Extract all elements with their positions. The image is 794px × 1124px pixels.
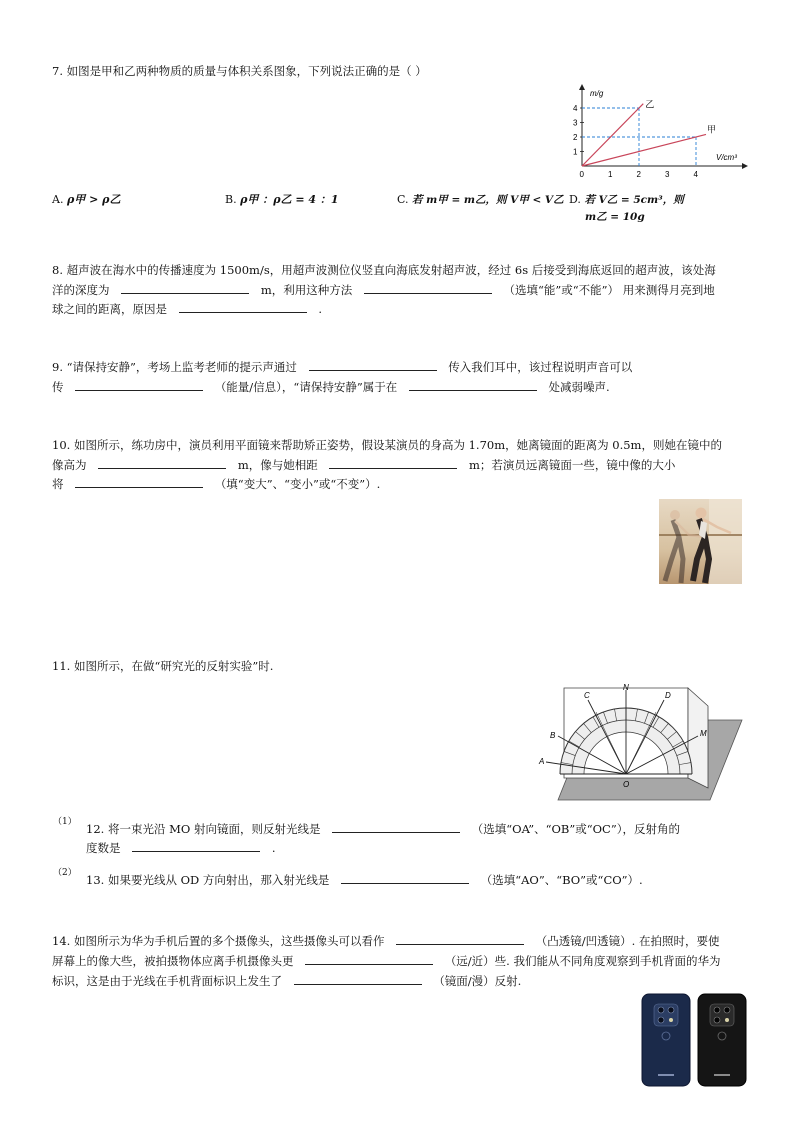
q14-line1 xyxy=(52,934,719,948)
x-tick-label: 3 xyxy=(665,170,670,179)
q7-option-d-text2: m乙 = 10g xyxy=(585,211,645,223)
q7-option-d[interactable] xyxy=(569,193,684,207)
q11-angle-blank[interactable] xyxy=(132,841,260,852)
q7-option-a-label: A. xyxy=(52,193,64,206)
x-tick-label: 4 xyxy=(693,170,698,179)
q14-line2 xyxy=(52,954,721,968)
q9-medium-blank[interactable] xyxy=(309,360,437,371)
q9-energy-blank[interactable] xyxy=(75,380,203,391)
q11-stem: 11. 如图所示，在做“研究光的反射实验”时. xyxy=(52,659,274,673)
q14-text: 屏幕上的像大些，被拍摄物体应离手机摄像头更 xyxy=(52,954,294,968)
q14-text: 标识，这是由于光线在手机背面标识上发生了 xyxy=(52,974,282,988)
q9-text: （能量/信息），“请保持安静”属于在 xyxy=(214,380,398,394)
q11-text: 度数是 xyxy=(86,841,121,855)
reflection-experiment-diagram xyxy=(538,682,746,802)
q10-text: m，像与她相距 xyxy=(237,458,318,472)
q7-option-b-text: ρ甲 ：ρ乙 = 4 ：1 xyxy=(240,193,339,206)
x-tick-label: 2 xyxy=(636,170,641,179)
q10-size-blank[interactable] xyxy=(75,477,203,488)
q11-reflected-ray-blank[interactable] xyxy=(332,822,460,833)
x-tick-label: 0 xyxy=(579,170,584,179)
q7-option-d-cont xyxy=(585,210,645,224)
q9-place-blank[interactable] xyxy=(409,380,537,391)
q11-sub1-line1 xyxy=(86,822,680,836)
q11-incident-ray-blank[interactable] xyxy=(341,873,469,884)
series-line-jia xyxy=(582,134,706,166)
series-line-yi xyxy=(582,104,643,166)
q8-line1: 8. 超声波在海水中的传播速度为 1500m/s，用超声波测位仪竖直向海底发射超声波，经过 6s 后接受到海底返回的超声波，该处海 xyxy=(52,263,716,277)
q10-image-height-blank[interactable] xyxy=(98,458,226,469)
y-axis-arrow xyxy=(579,84,585,90)
series-label: 乙 xyxy=(645,99,655,110)
q10-text: m；若演员远离镜面一些，镜中像的大小 xyxy=(469,458,676,472)
q9-text: 传入我们耳中，该过程说明声音可以 xyxy=(448,360,633,374)
q7-option-a-text: ρ甲 > ρ乙 xyxy=(66,193,121,206)
dancer-mirror-photo xyxy=(659,499,742,584)
q10-line1: 10. 如图所示，练功房中，演员利用平面镜来帮助矫正姿势，假设某演员的身高为 1.70m，她离镜面的距离为 0.5m，则她在镜中的 xyxy=(52,438,722,452)
q7-option-d-label: D. xyxy=(569,193,581,206)
q10-distance-blank[interactable] xyxy=(329,458,457,469)
diagram-label-o: O xyxy=(623,780,630,789)
q11-sub2-line xyxy=(86,873,643,887)
y-tick-label: 4 xyxy=(573,104,578,113)
q9-line2 xyxy=(52,380,610,394)
q7-option-c[interactable] xyxy=(397,193,564,207)
q14-reflection-blank[interactable] xyxy=(294,974,422,985)
q8-can-blank[interactable] xyxy=(364,283,492,294)
diagram-label-d: D xyxy=(665,691,671,700)
q8-line3 xyxy=(52,302,322,316)
q10-line2 xyxy=(52,458,675,472)
q11-text: 13. 如果要光线从 OD 方向射出，那入射光线是 xyxy=(86,873,330,887)
q14-distance-blank[interactable] xyxy=(305,954,433,965)
diagram-label-b: B xyxy=(550,731,556,740)
q9-text: 传 xyxy=(52,380,64,394)
q8-line2 xyxy=(52,283,715,297)
q9-text: 处减弱噪声. xyxy=(548,380,610,394)
q11-sub1-marker: （1） xyxy=(53,817,77,827)
y-tick-label: 2 xyxy=(573,133,578,142)
series-label: 甲 xyxy=(706,124,716,135)
q14-text: （镜面/漫）反射. xyxy=(433,974,522,988)
q7-stem: 7. 如图是甲和乙两种物质的质量与体积关系图象，下列说法正确的是（ ） xyxy=(52,64,427,78)
x-axis-arrow xyxy=(742,163,748,169)
q7-option-a[interactable] xyxy=(52,193,120,207)
q10-text: 将 xyxy=(52,477,64,491)
q8-reason-blank[interactable] xyxy=(179,302,307,313)
diagram-label-m: M xyxy=(700,729,707,738)
q14-text: （远/近）些. 我们能从不同角度观察到手机背面的华为 xyxy=(444,954,721,968)
q14-text: 14. 如图所示为华为手机后置的多个摄像头，这些摄像头可以看作 xyxy=(52,934,385,948)
q14-text: （凸透镜/凹透镜）. 在拍照时，要使 xyxy=(535,934,720,948)
q7-chart xyxy=(560,84,750,184)
q7-option-b[interactable] xyxy=(225,193,339,207)
q11-text: （选填“OA”、“OB”或“OC”），反射角的 xyxy=(471,822,680,836)
q11-sub1-line2 xyxy=(86,841,275,855)
phones-photo xyxy=(640,992,750,1088)
x-tick-label: 1 xyxy=(608,170,613,179)
q7-option-b-label: B. xyxy=(225,193,237,206)
q8-text: （选填“能”或“不能”） 用来测得月亮到地 xyxy=(503,283,715,297)
y-tick-label: 1 xyxy=(573,147,578,157)
q9-text: 9. “请保持安静”，考场上监考老师的提示声通过 xyxy=(52,360,297,374)
q14-line3 xyxy=(52,974,521,988)
q7-option-c-text: 若 m甲 = m乙，则 V甲 < V乙 xyxy=(412,194,564,206)
q7-option-d-text1: 若 V乙 = 5cm³，则 xyxy=(584,194,684,206)
diagram-label-a: A xyxy=(539,757,545,766)
q7-option-c-label: C. xyxy=(397,193,409,206)
diagram-label-n: N xyxy=(623,683,629,692)
x-axis-label: V/cm³ xyxy=(716,153,737,162)
q14-lens-blank[interactable] xyxy=(396,934,524,945)
q8-text: 球之间的距离，原因是 xyxy=(52,302,167,316)
q8-depth-blank[interactable] xyxy=(121,283,249,294)
q10-line3 xyxy=(52,477,380,491)
q11-sub2-marker: （2） xyxy=(53,868,77,878)
q10-text: （填“变大”、“变小”或“不变”）. xyxy=(214,477,381,491)
diagram-label-c: C xyxy=(584,691,590,700)
q9-line1 xyxy=(52,360,632,374)
q11-text: 12. 将一束光沿 MO 射向镜面，则反射光线是 xyxy=(86,822,321,836)
y-tick-label: 3 xyxy=(573,118,578,128)
q8-text: . xyxy=(318,302,322,316)
q8-text: 洋的深度为 xyxy=(52,283,110,297)
q11-text: （选填“AO”、“BO”或“CO”）. xyxy=(480,873,643,887)
q10-text: 像高为 xyxy=(52,458,87,472)
q11-text: . xyxy=(271,841,276,855)
q8-text: m，利用这种方法 xyxy=(260,283,353,297)
y-axis-label: m/g xyxy=(590,89,604,98)
